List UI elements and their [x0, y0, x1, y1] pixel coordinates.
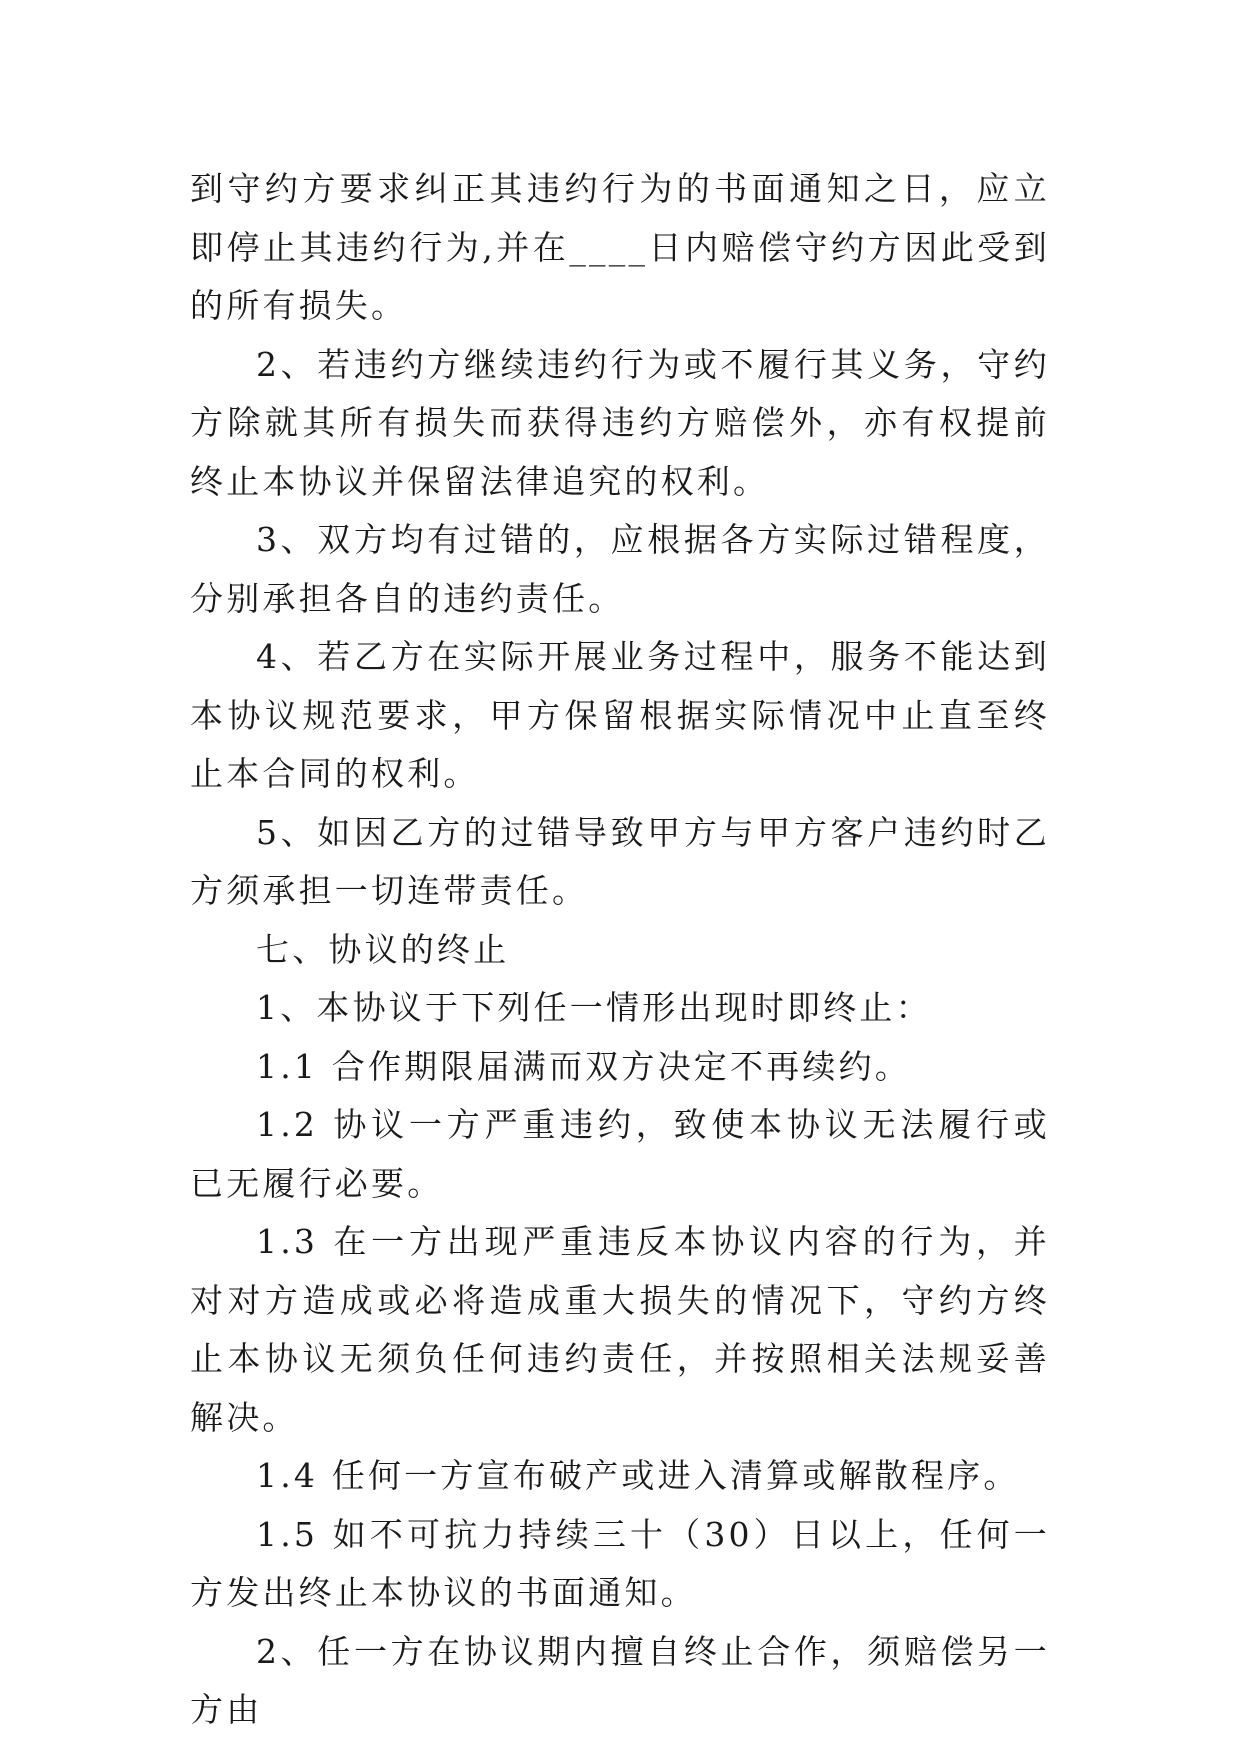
paragraph-breach-clause-4: 4、若乙方在实际开展业务过程中，服务不能达到本协议规范要求，甲方保留根据实际情况中止直至终止本合同的权利。	[190, 637, 1050, 793]
paragraph-termination-1-4: 1.4 任何一方宣布破产或进入清算或解散程序。	[256, 1456, 1020, 1495]
paragraph-termination-clause-1: 1、本协议于下列任一情形出现时即终止：	[256, 988, 932, 1027]
paragraph-breach-clause-3: 3、双方均有过错的，应根据各方实际过错程度，分别承担各自的违约责任。	[190, 520, 1050, 618]
paragraph-termination-1-2: 1.2 协议一方严重违约，致使本协议无法履行或已无履行必要。	[190, 1105, 1050, 1203]
paragraph-continuation: 到守约方要求纠正其违约行为的书面通知之日，应立即停止其违约行为,并在____日内赔偿守约方因此受到的所有损失。	[190, 169, 1050, 325]
document-body	[190, 160, 1050, 1740]
paragraph-termination-clause-2: 2、任一方在协议期内擅自终止合作，须赔偿另一方由	[190, 1631, 1050, 1729]
paragraph-termination-1-3: 1.3 在一方出现严重违反本协议内容的行为，并对对方造成或必将造成重大损失的情况下，守约方终止本协议无须负任何违约责任，并按照相关法规妥善解决。	[190, 1222, 1050, 1437]
paragraph-breach-clause-5: 5、如因乙方的过错导致甲方与甲方客户违约时乙方须承担一切连带责任。	[190, 812, 1050, 910]
paragraph-termination-1-5: 1.5 如不可抗力持续三十（30）日以上，任何一方发出终止本协议的书面通知。	[190, 1514, 1050, 1612]
paragraph-termination-1-1: 1.1 合作期限届满而双方决定不再续约。	[256, 1046, 911, 1086]
paragraph-breach-clause-2: 2、若违约方继续违约行为或不履行其义务，守约方除就其所有损失而获得违约方赔偿外，亦有权提前终止本协议并保留法律追究的权利。	[190, 344, 1050, 501]
section-heading-termination: 七、协议的终止	[256, 929, 510, 969]
